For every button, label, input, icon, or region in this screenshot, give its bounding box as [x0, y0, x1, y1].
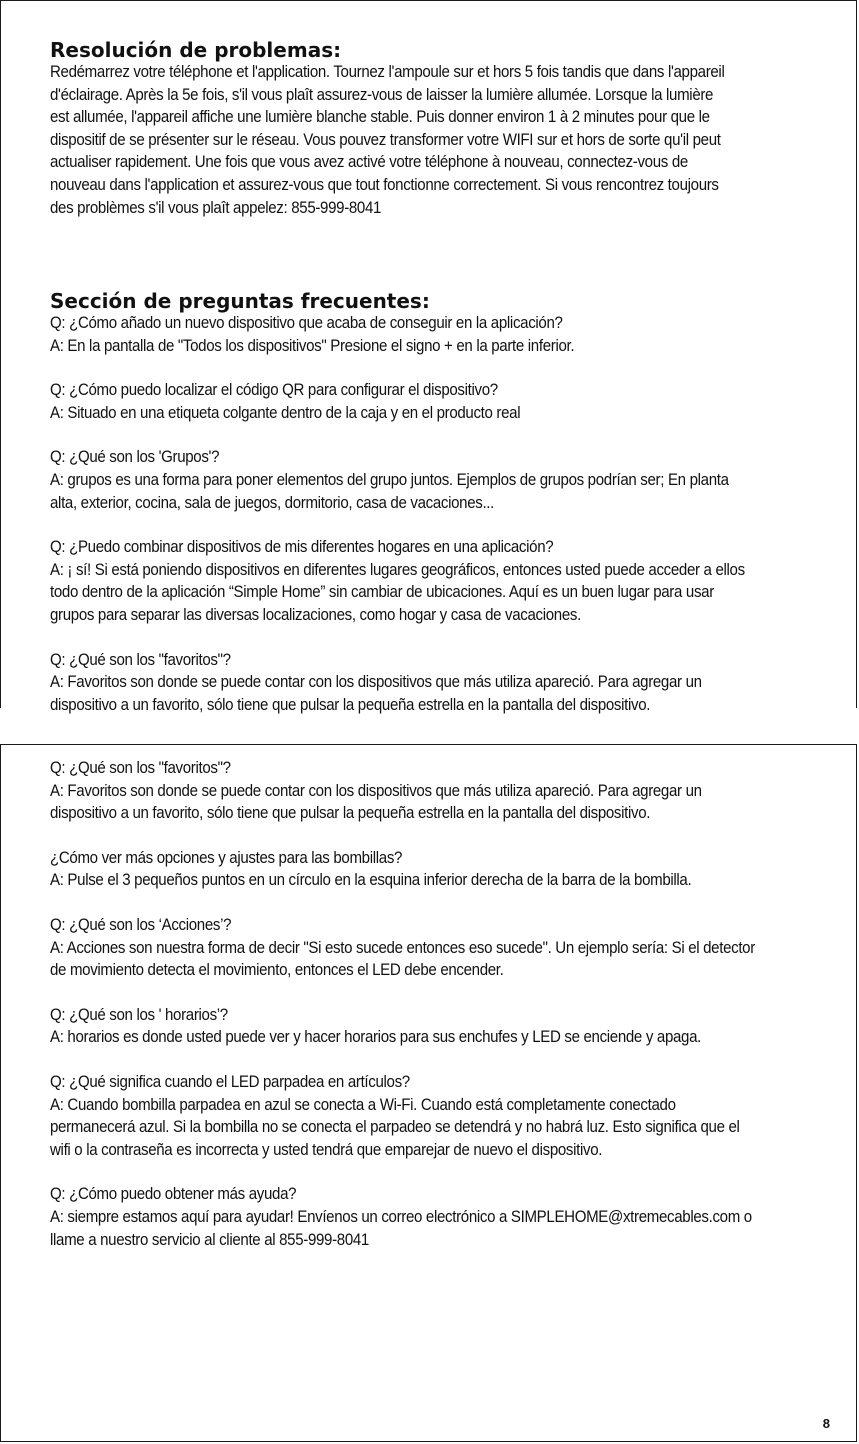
- faq-question: ¿Cómo ver más opciones y ajustes para las bombillas?: [50, 848, 403, 867]
- faq-answer-line: A: siempre estamos aquí para ayudar! Envíenos un correo electrónico a SIMPLEHOME@xtremecables.com o: [50, 1207, 752, 1226]
- faq-answer-line: de movimiento detecta el movimiento, entonces el LED debe encender.: [50, 961, 504, 980]
- faq-question: Q: ¿Qué son los ‘Acciones’?: [50, 915, 232, 934]
- troubleshooting-line: d'éclairage. Après la 5e fois, s'il vous plaît assurez-vous de laisser la lumière allumée. Lorsque la lumière: [50, 85, 714, 104]
- faq-answer-line: A: Cuando bombilla parpadea en azul se conecta a Wi-Fi. Cuando está completamente conectado: [50, 1095, 676, 1114]
- faq-item: [50, 1071, 820, 1161]
- faq-answer-line: llame a nuestro servicio al cliente al 855-999-8041: [50, 1230, 369, 1249]
- faq-answer-line: A: ¡ sí! Si está poniendo dispositivos en diferentes lugares geográficos, entonces usted puede acceder a ellos: [50, 560, 745, 579]
- faq-answer-line: permanecerá azul. Si la bombilla no se conecta el parpadeo se detendrá y no habrá luz. Esto significa que el: [50, 1118, 740, 1137]
- faq-item: [50, 312, 820, 357]
- faq-continued-section: [50, 757, 820, 1273]
- faq-item: [50, 649, 820, 717]
- faq-question: Q: ¿Qué son los "favoritos"?: [50, 759, 231, 777]
- faq-item: [50, 847, 820, 892]
- faq-question: Q: ¿Cómo puedo obtener más ayuda?: [50, 1185, 297, 1204]
- faq-item: [50, 1183, 820, 1251]
- faq-heading: Sección de preguntas frecuentes:: [50, 289, 430, 313]
- faq-item: [50, 1004, 820, 1049]
- faq-answer-line: A: Favoritos son donde se puede contar con los dispositivos que más utiliza apareció. Para agregar un: [50, 781, 702, 800]
- faq-question: Q: ¿Qué son los 'Grupos'?: [50, 448, 220, 467]
- faq-question: Q: ¿Qué significa cuando el LED parpadea en artículos?: [50, 1072, 410, 1091]
- faq-item: [50, 914, 820, 982]
- faq-answer-line: alta, exterior, cocina, sala de juegos, dormitorio, casa de vacaciones...: [50, 493, 495, 512]
- troubleshooting-line: est allumée, l'appareil affiche une lumière blanche stable. Puis donner environ 1 à 2 minutes pour que le: [50, 108, 710, 127]
- faq-answer-line: A: En la pantalla de "Todos los dispositivos" Presione el signo + en la parte inferior.: [50, 336, 575, 355]
- faq-question: Q: ¿Cómo añado un nuevo dispositivo que acaba de conseguir en la aplicación?: [50, 314, 563, 332]
- faq-answer-line: dispositivo a un favorito, sólo tiene que pulsar la pequeña estrella en la pantalla del dispositivo.: [50, 804, 651, 823]
- page-top-panel: [0, 0, 857, 714]
- troubleshooting-line: nouveau dans l'application et assurez-vous que tout fonctionne correctement. Si vous rencontrez toujours: [50, 175, 719, 194]
- faq-question: Q: ¿Qué son los "favoritos"?: [50, 650, 231, 669]
- faq-item: [50, 757, 820, 825]
- troubleshooting-heading: Resolución de problemas:: [50, 38, 342, 62]
- faq-question: Q: ¿Cómo puedo localizar el código QR para configurar el dispositivo?: [50, 381, 498, 400]
- faq-item: [50, 446, 820, 514]
- troubleshooting-section: [50, 39, 820, 219]
- faq-answer-line: todo dentro de la aplicación “Simple Home” sin cambiar de ubicaciones. Aquí es un buen lugar para usar: [50, 583, 714, 602]
- faq-answer-line: A: Situado en una etiqueta colgante dentro de la caja y en el producto real: [50, 403, 521, 422]
- faq-answer-line: grupos para separar las diversas localizaciones, como hogar y casa de vacaciones.: [50, 605, 581, 624]
- troubleshooting-line: actualiser rapidement. Une fois que vous avez activé votre téléphone à nouveau, connectez-vous de: [50, 153, 688, 172]
- faq-answer-line: A: grupos es una forma para poner elementos del grupo juntos. Ejemplos de grupos podrían ser; En planta: [50, 470, 729, 489]
- faq-item: [50, 536, 820, 626]
- faq-answer-line: A: horarios es donde usted puede ver y hacer horarios para sus enchufes y LED se enciende y apaga.: [50, 1028, 701, 1047]
- faq-answer-line: A: Acciones son nuestra forma de decir "Si esto sucede entonces eso sucede". Un ejemplo sería: Si el detector: [50, 938, 755, 957]
- faq-answer-line: dispositivo a un favorito, sólo tiene que pulsar la pequeña estrella en la pantalla del dispositivo.: [50, 695, 651, 714]
- faq-question: Q: ¿Puedo combinar dispositivos de mis diferentes hogares en una aplicación?: [50, 538, 554, 557]
- faq-answer-line: wifi o la contraseña es incorrecta y usted tendrá que emparejar de nuevo el dispositivo.: [50, 1140, 603, 1159]
- faq-section: [50, 290, 820, 738]
- troubleshooting-line: dispositif de se présenter sur le réseau. Vous pouvez transformer votre WIFI sur et hors de sorte qu'il peut: [50, 130, 721, 149]
- faq-answer-line: A: Favoritos son donde se puede contar con los dispositivos que más utiliza apareció. Para agregar un: [50, 673, 702, 692]
- faq-question: Q: ¿Qué son los ' horarios’?: [50, 1005, 228, 1024]
- troubleshooting-body: [50, 61, 820, 219]
- troubleshooting-line: des problèmes s'il vous plaît appelez: 855-999-8041: [50, 198, 382, 217]
- page-bottom-panel: [0, 744, 857, 1442]
- page-number: 8: [822, 1416, 830, 1431]
- faq-answer-line: A: Pulse el 3 pequeños puntos en un círculo en la esquina inferior derecha de la barra de la bombilla.: [50, 871, 692, 890]
- troubleshooting-line: Redémarrez votre téléphone et l'application. Tournez l'ampoule sur et hors 5 fois tandis que dans l'appareil: [50, 63, 725, 81]
- faq-item: [50, 379, 820, 424]
